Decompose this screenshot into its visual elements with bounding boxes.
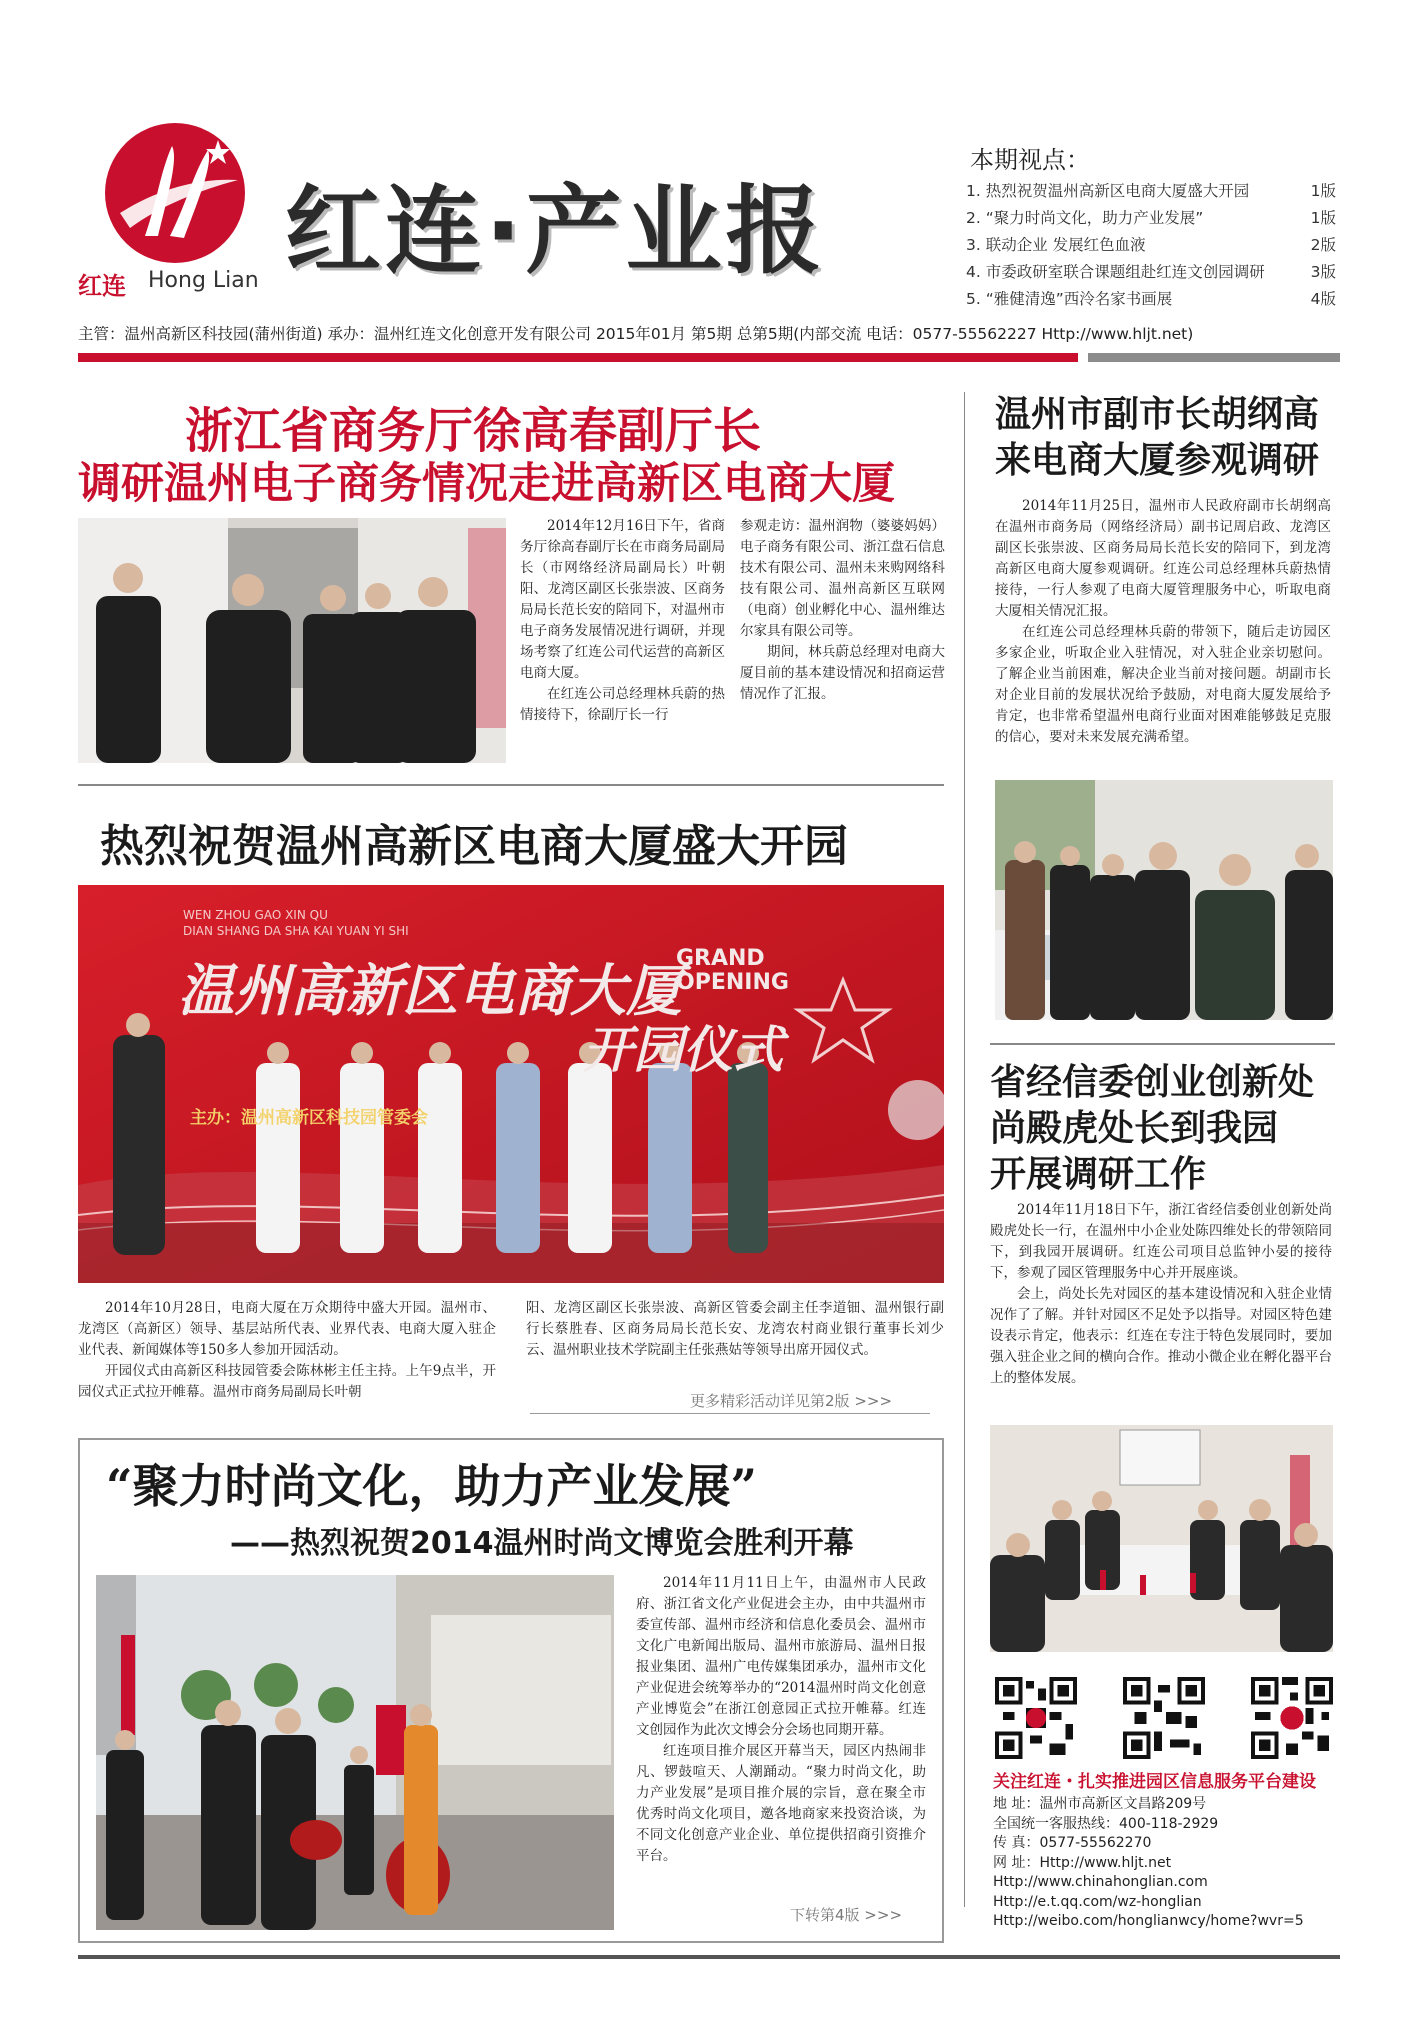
continue-underline (530, 1413, 930, 1414)
right-article1-body: 2014年11月25日，温州市人民政府副市长胡纲高在温州市商务局（网络经济局）副书记周启政、龙湾区副区长张崇波、区商务局局长范长安的陪同下，到龙湾高新区电商大厦参观调研。红连公司总经理林兵蔚热情接待，一行人参观了电商大厦管理服务中心，听取电商大厦相关情况汇报。 在红连公司总经理林兵蔚的带领下，随后走访园区多家企业，听取企业入驻情况，对入驻企业亲切慰问。了解企业当前困难，解决企业当前对接问题。胡副市长对企业目前的发展状况给予鼓励，对电商大厦发展给予肯定，也非常希望温州电商行业面对困难能够鼓足克服的信心，要对未来发展充满希望。 (995, 498, 1331, 745)
logo-text-cn: 红连 (78, 272, 126, 300)
banner-subtitle: 开园仪式 (583, 1021, 783, 1079)
article1-headline: 浙江省商务厅徐高春副厅长 (185, 403, 762, 459)
article2-column-1: 2014年10月28日，电商大厦在万众期待中盛大开园。温州市、龙湾区（高新区）领导、基层站所代表、业界代表、电商大厦入驻企业代表、新闻媒体等150多人参加开园活动。 开园仪式由高新区科技园管委会陈林彬主任主持。上午9点半，开园仪式正式拉开帷幕。温州市商务局副局长叶朝 (78, 1300, 496, 1400)
article1-column-1: 2014年12月16日下午，省商务厅徐高春副厅长在市商务局副局长（市网络经济局副局长）叶朝阳、龙湾区副区长张崇波、区商务局局长范长安的陪同下，对温州市电子商务发展情况进行调研，并现场考察了红连公司代运营的高新区电商大厦。 在红连公司总经理林兵蔚的热情接待下，徐副厅长一行 (520, 518, 725, 723)
qr-code-icon[interactable] (1251, 1677, 1333, 1759)
highlight-item[interactable]: 5. “雅健清逸”西泠名家书画展 4版 (966, 290, 1336, 308)
article2-headline: 热烈祝贺温州高新区电商大厦盛大开园 (100, 821, 848, 872)
article1-photo (78, 518, 506, 763)
article3-subheadline: ——热烈祝贺2014温州时尚文博览会胜利开幕 (230, 1526, 854, 1561)
contact-info (993, 1795, 1304, 1932)
highlights-heading: 本期视点： (970, 146, 1090, 174)
right-article2-photo (990, 1425, 1333, 1652)
contact-fax: 传 真：0577-55562270 (993, 1835, 1152, 1851)
follow-slogan: 关注红连・扎实推进园区信息服务平台建设 (993, 1772, 1316, 1792)
article3-continue-link[interactable]: 下转第4版 >>> (790, 1906, 903, 1924)
article1-subheadline: 调研温州电子商务情况走进高新区电商大厦 (78, 459, 895, 509)
article1-column-2: 参观走访：温州润物（婆婆妈妈）电子商务有限公司、浙江盘石信息技术有限公司、温州未来购网络科技有限公司、温州高新区互联网（电商）创业孵化中心、温州维达尔家具有限公司等。 期间，林兵蔚总经理对电商大厦目前的基本建设情况和招商运营情况作了汇报。 (740, 518, 945, 702)
contact-weibo-qq-link[interactable]: Http://e.t.qq.com/wz-honglian (993, 1893, 1202, 1910)
contact-hotline: 全国统一客服热线：400-118-2929 (993, 1815, 1219, 1832)
column-divider (964, 392, 965, 1907)
contact-website-link[interactable]: 网 址：Http://www.hljt.net (993, 1854, 1172, 1871)
contact-weibo-link[interactable]: Http://weibo.com/honglianwcy/home?wvr=5 (993, 1913, 1304, 1929)
article2-banner-photo (78, 885, 944, 1283)
right-section-divider (990, 1043, 1335, 1045)
highlight-item[interactable]: 2. “聚力时尚文化，助力产业发展” 1版 (966, 209, 1336, 227)
red-divider (78, 353, 1078, 362)
highlight-item[interactable]: 4. 市委政研室联合课题组赴红连文创园调研 3版 (966, 263, 1336, 281)
banner-grand-opening: GRAND OPENING (676, 946, 789, 995)
qr-code-icon[interactable] (995, 1677, 1077, 1759)
right-article2-headline: 省经信委创业创新处 尚殿虎处长到我园 开展调研工作 (990, 1062, 1315, 1195)
masthead-info-bar: 主管：温州高新区科技园(蒲州街道) 承办：温州红连文化创意开发有限公司 2015年01月 第5期 总第5期(内部交流 电话：0577-55562227 Http://www.hljt.net) (78, 325, 1194, 343)
highlight-item[interactable]: 3. 联动企业 发展红色血液 2版 (966, 236, 1336, 254)
article3-photo (96, 1575, 614, 1930)
bottom-rule (78, 1955, 1340, 1959)
right-article1-photo (995, 780, 1333, 1020)
honglian-logo-icon (100, 118, 250, 268)
section-divider (78, 784, 944, 786)
highlight-item[interactable]: 1. 热烈祝贺温州高新区电商大厦盛大开园 1版 (966, 182, 1336, 200)
banner-pinyin: WEN ZHOU GAO XIN QU DIAN SHANG DA SHA KAI YUAN YI SHI (183, 908, 409, 938)
logo-text-en: Hong Lian (148, 268, 259, 293)
article2-column-2: 阳、龙湾区副区长张崇波、高新区管委会副主任李道钿、温州银行副行长蔡胜春、区商务局局长范长安、龙湾农村商业银行董事长刘少云、温州职业技术学院副主任张燕姑等领导出席开园仪式。 (526, 1300, 944, 1358)
article2-continue-link[interactable]: 更多精彩活动详见第2版 >>> (690, 1392, 893, 1410)
qr-code-row (995, 1677, 1333, 1762)
article3-headline: “聚力时尚文化，助力产业发展” (106, 1459, 757, 1513)
right-article1-headline: 温州市副市长胡纲高 来电商大厦参观调研 (995, 394, 1320, 481)
qr-code-icon[interactable] (1123, 1677, 1205, 1759)
right-article2-body: 2014年11月18日下午，浙江省经信委创业创新处尚殿虎处长一行，在温州中小企业处陈四维处长的带领陪同下，到我园开展调研。红连公司项目总监钟小晏的接待下，参观了园区管理服务中心并开展座谈。 会上，尚处长先对园区的基本建设情况和入驻企业情况作了了解。并针对园区不足处予以指导。对园区特色建设表示肯定，他表示：红连在专注于特色发展同时，要加强入驻企业之间的横向合作。推动小微企业在孵化器平台上的整体发展。 (990, 1202, 1332, 1386)
banner-host: 主办：温州高新区科技园管委会 (190, 1108, 428, 1128)
contact-address: 地 址：温州市高新区文昌路209号 (993, 1796, 1207, 1812)
article3-column: 2014年11月11日上午，由温州市人民政府、浙江省文化产业促进会主办，由中共温州市委宣传部、温州市经济和信息化委员会、温州市文化广电新闻出版局、温州市旅游局、温州日报报业集团、温州广电传媒集团承办，温州市文化产业促进会统筹举办的“2014温州时尚文化创意产业博览会”在浙江创意园正式拉开帷幕。红连文创园作为此次文博会分会场也同期开幕。 红连项目推介展区开幕当天，园区内热闹非凡、锣鼓喧天、人潮踊动。“聚力时尚文化，助力产业发展”是项目推介展的宗旨，意在聚全市优秀时尚文化项目，邀各地商家来投资洽谈，为不同文化创意产业企业、单位提供招商引资推介平台。 (636, 1575, 926, 1864)
newspaper-title: 红连·产业报 (285, 175, 826, 287)
gray-divider (1088, 353, 1340, 362)
banner-title: 温州高新区电商大厦 (178, 959, 682, 1024)
contact-website-link[interactable]: Http://www.chinahonglian.com (993, 1874, 1208, 1890)
highlights-list (966, 178, 1336, 313)
